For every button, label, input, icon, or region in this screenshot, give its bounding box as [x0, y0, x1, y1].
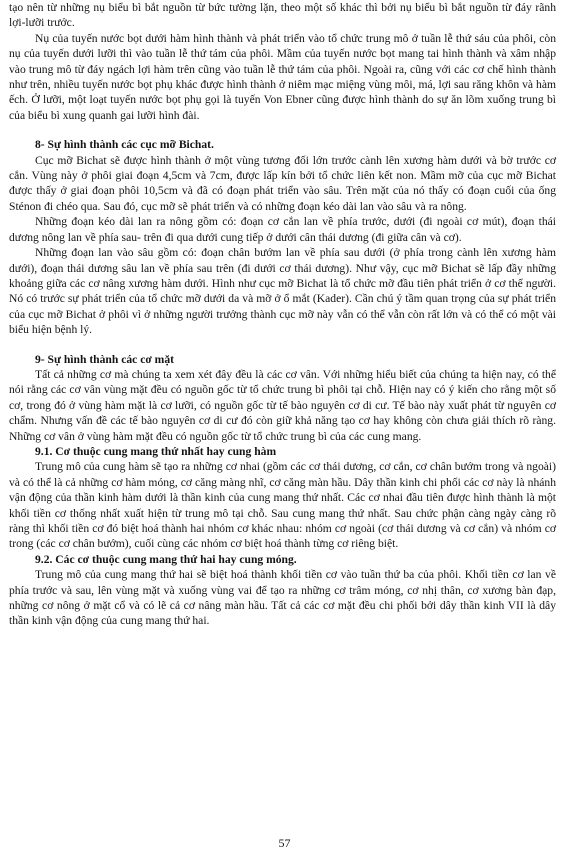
subsection-heading: 9.2. Các cơ thuộc cung mang thứ hai hay cung móng.	[35, 552, 297, 566]
body-paragraph: Trung mô của cung mang thứ hai sẽ biệt hoá thành khối tiền cơ vào tuần thứ ba của phôi. Khối tiền cơ lan về phía trước và sau, lên vùng mặt và xuống vùng vai để tạo ra những cơ trâm móng, cơ nhị thân, cơ xương bàn đạp, những cơ nông ở mặt cổ và có lẽ cả cơ nâng màn hầu. Tất cả các cơ mặt đều chi phối bởi dây thần kinh VII là dây thần kinh vận động của cung mang thứ hai.	[9, 568, 556, 628]
body-paragraph: Những đoạn kéo dài lan ra nông gồm có: đoạn cơ cắn lan về phía trước, dưới (đi ngoài cơ mút), đoạn thái dương nông lan về phía sau- trên đi qua dưới cung tiếp ở dưới cân thái dương (đi giữa cân và cơ).	[9, 215, 556, 244]
body-paragraph: Cục mỡ Bichat sẽ được hình thành ở một vùng tương đối lớn trước cành lên xương hàm dưới và bờ trước cơ cắn. Vùng này ở phôi giai đoạn 4,5cm và 7cm, được lấp kín bởi tổ chức liên kết non. Mầm mỡ của cục mỡ Bichat được thấy ở giai đoạn phôi 10,5cm và đã có đoạn phát triển vào sâu. Trên mặt của nó thấy có đoạn cuối của ống Sténon đi chéo qua. Sau đó, cục mỡ sẽ phát triển và có những đoạn kéo dài lan vào sâu và ra nông.	[9, 153, 556, 213]
body-paragraph: Những đoạn lan vào sâu gồm có: đoạn chân bướm lan về phía sau dưới (ở phía trong cành lên xương hàm dưới), đoạn thái dương sâu lan về phía sau trên (đi dưới cơ thái dương). Như vậy, cục mỡ Bichat sẽ lấp đầy những khoảng giữa các cơ nâng xương hàm dưới. Hình như cục mỡ Bichat là tổ chức mỡ đầu tiên phát triển ở cơ thể người. Nó có trước sự phát triển của tổ chức mỡ dưới da và mỡ ở ổ mắt (Kader). Cần chú ý tầm quan trọng của sự phát triển của cục mỡ Bichat ở phôi vì ở những người trưởng thành cục mỡ này vẫn có thể vẫn còn rất lớn và có thể có một vài biểu hiện bệnh lý.	[9, 246, 556, 337]
section-heading: 9- Sự hình thành các cơ mặt	[35, 352, 174, 366]
subsection-heading: 9.1. Cơ thuộc cung mang thứ nhất hay cung hàm	[35, 444, 277, 458]
text-flow	[9, 0, 556, 629]
page-number: 57	[278, 836, 291, 850]
body-paragraph: Trung mô của cung hàm sẽ tạo ra những cơ nhai (gồm các cơ thái dương, cơ cắn, cơ chân bướm trong và ngoài) và có thể là cả những cơ hàm móng, cơ căng màng nhĩ, cơ căng màn hầu. Dây thần kinh chi phối các cơ này là nhánh vận động của thần kinh hàm dưới là thần kinh của cung mang thứ nhất. Các cơ nhai đầu tiên được hình thành là một khối tiền cơ thống nhất xuất hiện từ trung mô tại chỗ. Sau cung mang thứ nhất. Sau chức phận càng ngày càng rõ ràng thì khối tiền cơ đó biệt hoá thành hai nhóm cơ khác nhau: nhóm cơ ngoài (cơ thái dương và cơ cắn) và nhóm cơ trong (các cơ chân bướm), cuối cùng các nhóm cơ biệt hoá thành từng cơ riêng biệt.	[9, 460, 556, 551]
body-paragraph: Nụ của tuyến nước bọt dưới hàm hình thành và phát triển vào tổ chức trung mô ở tuần lễ thứ sáu của phôi, còn nụ của tuyến dưới lưỡi thì vào tuần lễ thứ tám của phôi. Mầm của tuyến nước bọt mang tai hình thành và xâm nhập vào trung mô từ đáy ngách lợi hàm trên cũng vào tuần lễ thứ tám của phôi. Ngoài ra, cũng với các cơ chế hình thành như trên, nhiều tuyến nước bọt phụ khác được hình thành ở niêm mạc miệng vùng môi, má, lợi sau răng khôn và hàm ếch. Ở lưỡi, một loạt tuyến nước bọt phụ gọi là tuyến Von Ebner cũng được hình thành do sự ăn lõm xuống trung bì của biểu bì xung quanh gai lưỡi hình đài.	[9, 31, 556, 122]
body-paragraph: Tất cả những cơ mà chúng ta xem xét đây đều là các cơ vân. Với những hiểu biết của chúng ta hiện nay, có thể nói rằng các cơ vân vùng mặt đều có nguồn gốc từ tổ chức trung bì phôi tại chỗ. Hiện nay có ý kiến cho rằng một số cơ, trong đó ở vùng hàm mặt là cơ lưỡi, có nguồn gốc từ tế bào nguyên cơ di cư. Tế bào này xuất phát từ nguyên cơ chẩm. Nhưng vấn đề các tế bào nguyên cơ di cư đó còn giữ khả năng tạo cơ hay không còn chưa giải thích rõ ràng. Những cơ vân ở vùng hàm mặt đều có nguồn gốc từ tổ chức trung bì của các cung mang.	[9, 367, 556, 443]
section-heading: 8- Sự hình thành các cục mỡ Bichat.	[35, 138, 214, 152]
body-paragraph: tạo nên từ những nụ biểu bì bắt nguồn từ bức tường lặn, theo một số khác thì bởi nụ biểu bì bắt nguồn từ đáy rãnh lợi-lưỡi trước.	[9, 1, 556, 30]
